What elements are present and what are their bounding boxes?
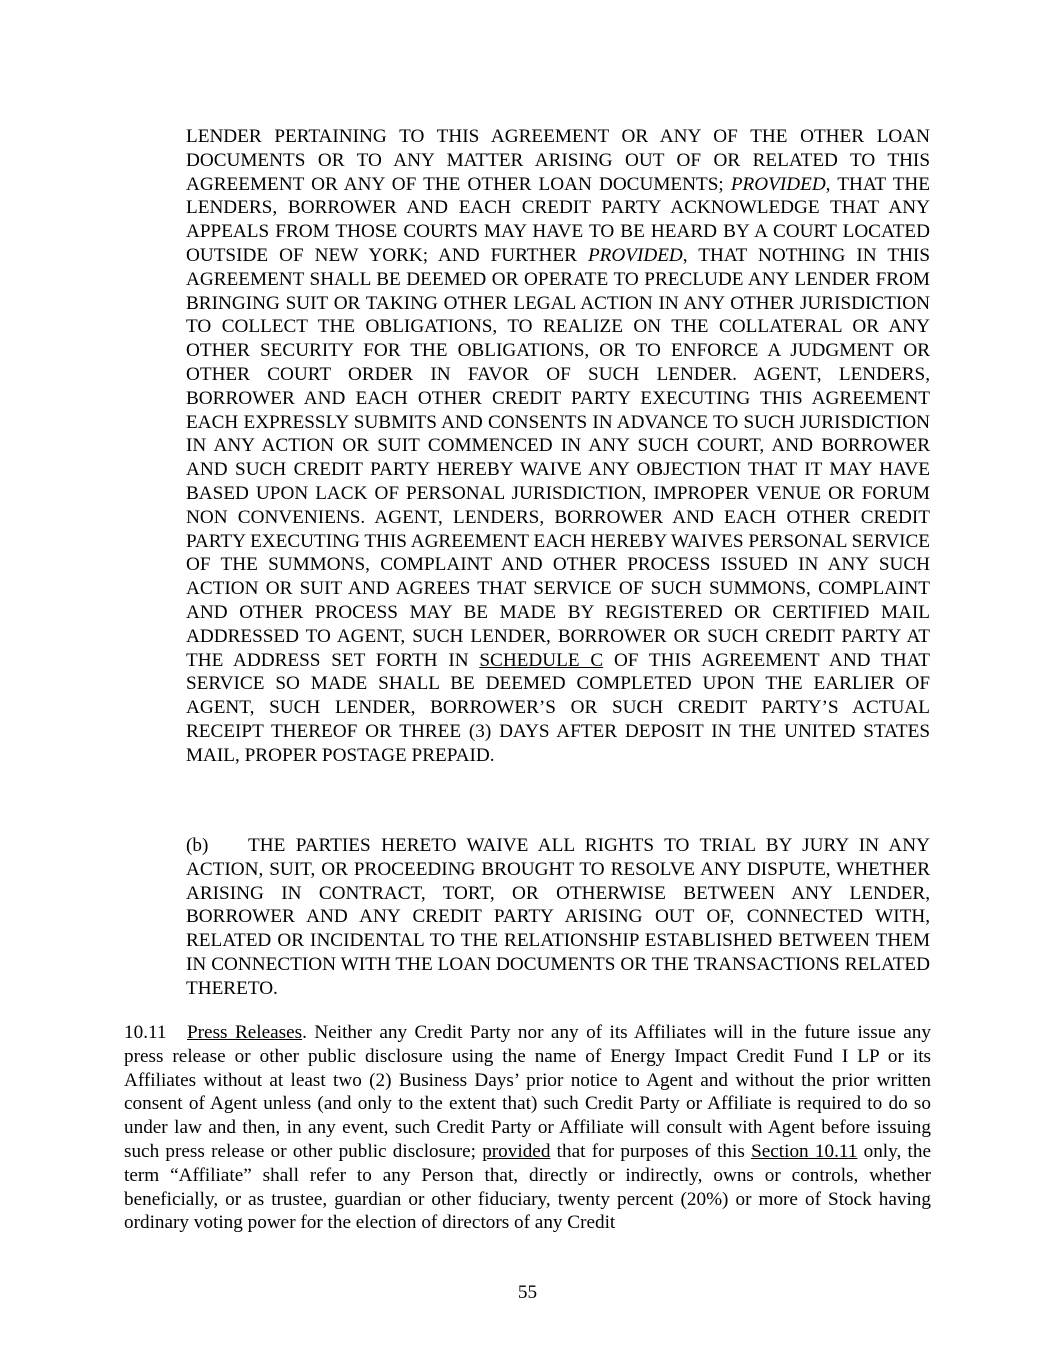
page-number: 55 <box>517 1282 538 1303</box>
paragraph-b-label: (b) <box>186 835 209 856</box>
section-number: 10.11 <box>124 1022 167 1043</box>
paragraph-jurisdiction-text-3: , THAT NOTHING IN THIS AGREEMENT SHALL BE DEEMED OR OPERATE TO PRECLUDE ANY LENDER FROM BRINGING SUIT OR TAKING OTHER LEGAL ACTION IN ANY OTHER JURISDICTION TO COLLECT THE OBLIGATIONS, TO REALIZE ON THE COLLATERAL OR ANY OTHER SECURITY FOR THE OBLIGATIONS, OR TO ENFORCE A JUDGMENT OR OTHER COURT ORDER IN FAVOR OF SUCH LENDER. AGENT, LENDERS, BORROWER AND EACH OTHER CREDIT PARTY EXECUTING THIS AGREEMENT EACH EXPRESSLY SUBMITS AND CONSENTS IN ADVANCE TO SUCH JURISDICTION IN ANY ACTION OR SUIT COMMENCED IN ANY SUCH COURT, AND BORROWER AND SUCH CREDIT PARTY HEREBY WAIVE ANY OBJECTION THAT IT MAY HAVE BASED UPON LACK OF PERSONAL JURISDICTION, IMPROPER VENUE OR FORUM NON CONVENIENS. AGENT, LENDERS, BORROWER AND EACH OTHER CREDIT PARTY EXECUTING THIS AGREEMENT EACH HEREBY WAIVES PERSONAL SERVICE OF THE SUMMONS, COMPLAINT AND OTHER PROCESS ISSUED IN ANY SUCH ACTION OR SUIT AND AGREES THAT SERVICE OF SUCH SUMMONS, COMPLAINT AND OTHER PROCESS MAY BE MADE BY REGISTERED OR CERTIFIED MAIL ADDRESSED TO AGENT, SUCH LENDER, BORROWER OR SUCH CREDIT PARTY AT THE ADDRESS SET FORTH IN <box>186 244 930 671</box>
paragraph-jurisdiction-text-4: OF THIS AGREEMENT AND THAT SERVICE SO MADE SHALL BE DEEMED COMPLETED UPON THE EARLIER OF AGENT, SUCH LENDER, BORROWER’S OR SUCH CREDIT PARTY’S ACTUAL RECEIPT THEREOF OR THREE (3) DAYS AFTER DEPOSIT IN THE UNITED STATES MAIL, PROPER POSTAGE PREPAID. <box>186 649 930 766</box>
paragraph-jurisdiction <box>186 125 930 768</box>
paragraph-jury-waiver-text: THE PARTIES HERETO WAIVE ALL RIGHTS TO TRIAL BY JURY IN ANY ACTION, SUIT, OR PROCEEDING BROUGHT TO RESOLVE ANY DISPUTE, WHETHER ARISING IN CONTRACT, TORT, OR OTHERWISE BETWEEN ANY LENDER, BORROWER AND ANY CREDIT PARTY ARISING OUT OF, CONNECTED WITH, RELATED OR INCIDENTAL TO THE RELATIONSHIP ESTABLISHED BETWEEN THEM IN CONNECTION WITH THE LOAN DOCUMENTS OR THE TRANSACTIONS RELATED THERETO. <box>186 835 930 999</box>
section-reference: Section 10.11 <box>751 1140 858 1162</box>
provided-italic-2: PROVIDED <box>587 244 683 266</box>
section-heading-period: . <box>302 1022 307 1043</box>
section-text-3: only, the term “Affiliate” shall refer to any Person that, directly or indirectly, owns or controls, whether beneficially, or as trustee, guardian or other fiduciary, twenty percent (20%) or more of Stock having ordinary voting power for the election of directors of any Credit <box>124 1140 931 1234</box>
section-press-releases <box>124 1021 931 1235</box>
paragraph-jurisdiction-text-2: , THAT THE LENDERS, BORROWER AND EACH CREDIT PARTY ACKNOWLEDGE THAT ANY APPEALS FROM THOSE COURTS MAY HAVE TO BE HEARD BY A COURT LOCATED OUTSIDE OF NEW YORK; AND FURTHER <box>186 173 930 266</box>
provided-italic-1: PROVIDED <box>730 173 826 195</box>
paragraph-jurisdiction-text-1: LENDER PERTAINING TO THIS AGREEMENT OR ANY OF THE OTHER LOAN DOCUMENTS OR TO ANY MATTER ARISING OUT OF OR RELATED TO THIS AGREEMENT OR ANY OF THE OTHER LOAN DOCUMENTS; <box>186 126 930 195</box>
section-text-2: that for purposes of this <box>550 1140 752 1162</box>
schedule-c-reference: SCHEDULE C <box>479 649 604 671</box>
section-text-1: Neither any Credit Party nor any of its Affiliates will in the future issue any press release or other public disclosure using the name of Energy Impact Credit Fund I LP or its Affiliates without at least two (2) Business Days’ prior notice to Agent and without the prior written consent of Agent unless (and only to the extent that) such Credit Party or Affiliate is required to do so under law and then, in any event, such Credit Party or Affiliate will consult with Agent before issuing such press release or other public disclosure; <box>124 1022 931 1162</box>
section-heading: Press Releases <box>187 1022 303 1043</box>
provided-underlined: provided <box>482 1140 551 1162</box>
paragraph-jury-waiver <box>186 834 930 1001</box>
